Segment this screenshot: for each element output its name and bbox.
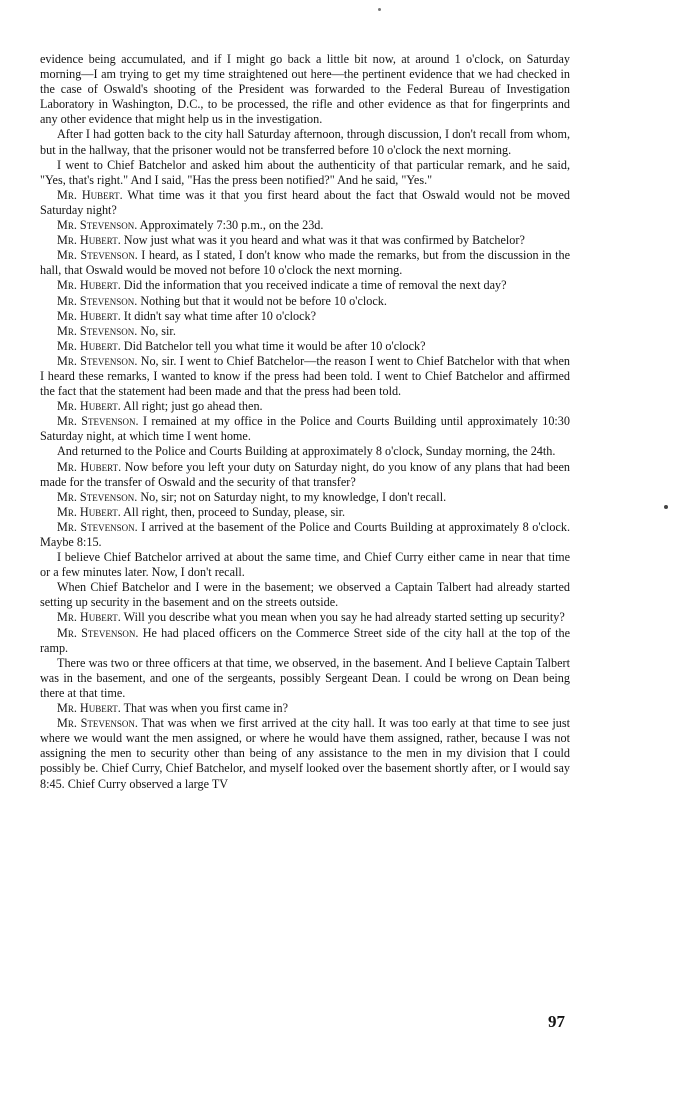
paragraph-text: I arrived at the basement of the Police and Courts Building at approximately 8 o'clock. Maybe 8:15. [40,519,570,549]
paragraph-text: No, sir; not on Saturday night, to my knowledge, I don't recall. [140,489,447,504]
paragraph-text: Will you describe what you mean when you say he had already started setting up security? [123,610,565,625]
paragraph [40,444,570,459]
paragraph [40,339,570,354]
paragraph [40,505,570,520]
paragraph-text: And returned to the Police and Courts Building at approximately 8 o'clock, Sunday morning, the 24th. [57,444,556,459]
speaker-label: Mr. Stevenson. [57,353,138,368]
paragraph [40,324,570,339]
paragraph [40,490,570,505]
speaker-label: Mr. Stevenson. [57,625,139,640]
speaker-label: Mr. Hubert. [57,278,121,293]
paragraph-text: Approximately 7:30 p.m., on the 23d. [139,218,324,233]
paragraph [40,701,570,716]
paragraph-text: Nothing but that it would not be before 10 o'clock. [140,293,387,308]
paragraph-text: That was when we first arrived at the city hall. It was too early at that time to see just where we would want the men assigned, or where he would have them assigned, rather, because I was not assigning the men to security other than being of any assistance to the men in my division that I could possibly be. Chief Curry, Chief Batchelor, and myself looked over the basement shortly after, or I would say 8:45. Chief Curry observed a large TV [40,716,570,791]
paragraph [40,233,570,248]
margin-dot [664,505,668,509]
paragraph [40,520,570,550]
paragraph [40,610,570,625]
speaker-label: Mr. Stevenson. [57,489,138,504]
paragraph-text: I remained at my office in the Police and Courts Building until approximately 10:30 Saturday night, at which time I went home. [40,414,570,444]
speaker-label: Mr. Stevenson. [57,716,138,731]
speaker-label: Mr. Stevenson. [57,248,138,263]
paragraph [40,52,570,127]
paragraph-text: I believe Chief Batchelor arrived at about the same time, and Chief Curry either came in near that time or a few minutes later. Now, I don't recall. [40,550,570,580]
paragraph [40,414,570,444]
paragraph-text: It didn't say what time after 10 o'clock? [123,308,317,323]
speaker-label: Mr. Stevenson. [57,218,138,233]
paragraph-text: What time was it that you first heard about the fact that Oswald would not be moved Saturday night? [40,187,570,217]
testimony-text [40,52,570,792]
paragraph [40,399,570,414]
page-number: 97 [548,1012,565,1031]
paragraph-text: I went to Chief Batchelor and asked him about the authenticity of that particular remark, and he said, "Yes, that's right." And I said, "Has the press been notified?" And he said, "Yes." [40,157,570,187]
paragraph-text: I heard, as I stated, I don't know who made the remarks, but from the discussion in the hall, that Oswald would be moved not before 10 o'clock the next morning. [40,248,570,278]
speaker-label: Mr. Stevenson. [57,323,138,338]
paragraph [40,127,570,157]
speaker-label: Mr. Stevenson. [57,519,138,534]
paragraph [40,460,570,490]
paragraph [40,626,570,656]
speaker-label: Mr. Hubert. [57,187,123,202]
paragraph [40,716,570,791]
speaker-label: Mr. Hubert. [57,459,122,474]
paragraph-text: There was two or three officers at that time, we observed, in the basement. And I believe Captain Talbert was in the basement, and one of the sergeants, possibly Sergeant Dean. I could be wrong on Dean being there at that time. [40,655,570,700]
paragraph-text: Now just what was it you heard and what was it that was confirmed by Batchelor? [123,233,525,248]
paragraph-text: No, sir. I went to Chief Batchelor—the reason I went to Chief Batchelor with that when I heard these remarks, I wanted to know if the press had been told. I went to Chief Batchelor and affirmed the fact that the statement had been made and that the press had been told. [40,353,571,399]
paragraph [40,550,570,580]
paragraph [40,158,570,188]
paragraph [40,188,570,218]
paragraph-text: When Chief Batchelor and I were in the basement; we observed a Captain Talbert had already started setting up security in the basement and on the streets outside. [40,580,570,610]
speaker-label: Mr. Stevenson. [57,414,139,429]
paragraph-text: That was when you first came in? [123,701,289,716]
paragraph-text: After I had gotten back to the city hall Saturday afternoon, through discussion, I don't recall from whom, but in the hallway, that the prisoner would not be transferred before 10 o'clock the next morning. [40,127,570,157]
scan-speck [378,8,381,11]
paragraph [40,354,570,399]
paragraph-text: He had placed officers on the Commerce Street side of the city hall at the top of the ramp. [40,625,571,655]
speaker-label: Mr. Hubert. [57,504,121,519]
paragraph-text: Did the information that you received indicate a time of removal the next day? [123,278,507,293]
speaker-label: Mr. Hubert. [57,610,121,625]
speaker-label: Mr. Hubert. [57,233,121,248]
paragraph-text: All right, then, proceed to Sunday, please, sir. [123,504,346,519]
speaker-label: Mr. Hubert. [57,308,121,323]
paragraph-text: Now before you left your duty on Saturday night, do you know of any plans that had been made for the transfer of Oswald and the security of that transfer? [40,459,570,489]
speaker-label: Mr. Hubert. [57,399,121,414]
paragraph-text: No, sir. [140,323,176,338]
paragraph [40,278,570,293]
speaker-label: Mr. Hubert. [57,338,121,353]
paragraph [40,580,570,610]
paragraph-text: evidence being accumulated, and if I might go back a little bit now, at around 1 o'clock, on Saturday morning—I am trying to get my time straightened out here—the pertinent evidence that we had checked in the case of Oswald's shooting of the President was forwarded to the Federal Bureau of Investigation Laboratory in Washington, D.C., to be processed, the rifle and other evidence as that for fingerprints and any other evidence that might help us in the investigation. [40,52,570,127]
paragraph [40,248,570,278]
paragraph [40,218,570,233]
paragraph-text: Did Batchelor tell you what time it would be after 10 o'clock? [123,338,426,353]
paragraph [40,294,570,309]
speaker-label: Mr. Hubert. [57,701,121,716]
paragraph [40,309,570,324]
speaker-label: Mr. Stevenson. [57,293,138,308]
paragraph [40,656,570,701]
paragraph-text: All right; just go ahead then. [123,399,263,414]
